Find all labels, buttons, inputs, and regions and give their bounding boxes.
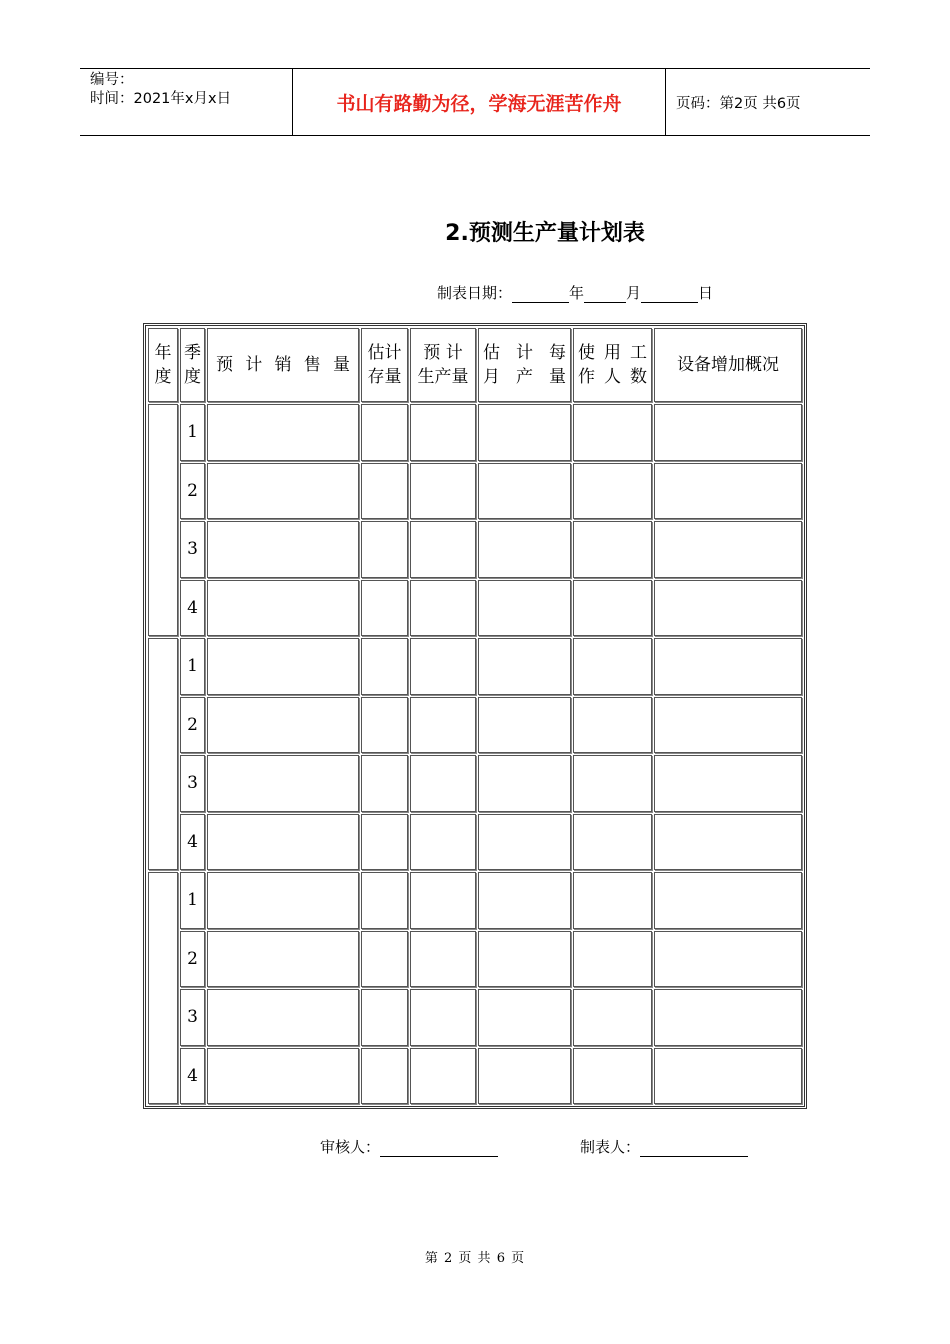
production-cell[interactable] [410,872,476,929]
workers-cell[interactable] [573,580,652,637]
header-production [410,328,476,402]
table-body [148,404,802,1104]
workers-cell[interactable] [573,697,652,754]
monthly-output-cell[interactable] [478,814,571,871]
production-cell[interactable] [410,638,476,695]
reviewer-blank[interactable] [380,1140,498,1157]
header-stock [361,328,408,402]
workers-cell[interactable] [573,521,652,578]
table-row [148,580,802,637]
header-quarter-line-1: 季 [184,343,201,363]
month-blank[interactable] [584,286,626,303]
monthly-output-cell[interactable] [478,521,571,578]
header-workers-line-1: 使 用 工 [578,343,647,363]
reviewer-label: 审核人： [320,1138,381,1156]
table-row [148,931,802,988]
production-cell[interactable] [410,814,476,871]
table-row [148,463,802,520]
table-row [148,697,802,754]
stock-cell[interactable] [361,931,408,988]
equipment-cell[interactable] [654,404,802,461]
year-cell[interactable] [148,638,178,870]
sales-cell[interactable] [207,755,359,812]
day-label: 日 [698,284,714,302]
sales-cell[interactable] [207,404,359,461]
table-row [148,1048,802,1105]
monthly-output-cell[interactable] [478,755,571,812]
equipment-cell[interactable] [654,521,802,578]
sales-cell[interactable] [207,580,359,637]
quarter-cell: 1 [180,404,205,461]
monthly-output-cell[interactable] [478,931,571,988]
monthly-output-cell[interactable] [478,1048,571,1105]
sales-cell[interactable] [207,989,359,1046]
stock-cell[interactable] [361,521,408,578]
production-cell[interactable] [410,580,476,637]
workers-cell[interactable] [573,1048,652,1105]
header-sales-label: 预 计 销 售 量 [216,355,350,375]
header-sales [207,328,359,402]
sales-cell[interactable] [207,1048,359,1105]
production-cell[interactable] [410,521,476,578]
stock-cell[interactable] [361,463,408,520]
production-cell[interactable] [410,755,476,812]
quarter-cell: 2 [180,463,205,520]
preparer-blank[interactable] [640,1140,748,1157]
monthly-output-cell[interactable] [478,463,571,520]
equipment-cell[interactable] [654,580,802,637]
header-year-line-1: 年 [154,343,172,363]
monthly-output-cell[interactable] [478,638,571,695]
sales-cell[interactable] [207,814,359,871]
monthly-output-cell[interactable] [478,697,571,754]
equipment-cell[interactable] [654,1048,802,1105]
header-monthly-line-1: 估 计 每 [483,343,566,363]
workers-cell[interactable] [573,638,652,695]
table-header-row [148,328,802,402]
sales-cell[interactable] [207,872,359,929]
equipment-cell[interactable] [654,638,802,695]
production-cell[interactable] [410,931,476,988]
header-year [148,328,178,402]
year-cell[interactable] [148,872,178,1104]
sales-cell[interactable] [207,931,359,988]
workers-cell[interactable] [573,404,652,461]
time-label: 时间：2021年x月x日 [90,91,232,107]
quarter-cell: 1 [180,872,205,929]
year-label: 年 [569,284,585,302]
production-cell[interactable] [410,463,476,520]
header-monthly [478,328,571,402]
quarter-cell: 2 [180,931,205,988]
quarter-cell: 3 [180,989,205,1046]
quarter-cell: 4 [180,1048,205,1105]
plan-table-frame [143,323,807,1109]
sales-cell[interactable] [207,638,359,695]
stock-cell[interactable] [361,697,408,754]
preparer-label: 制表人： [580,1138,641,1156]
date-prefix: 制表日期： [437,284,513,302]
header-year-line-2: 度 [154,367,172,387]
equipment-cell[interactable] [654,755,802,812]
header-motto: 书山有路勤为径，学海无涯苦作舟 [293,69,666,135]
table-row [148,989,802,1046]
header-quarter-line-2: 度 [184,367,201,387]
date-line [437,282,713,303]
quarter-cell: 3 [180,521,205,578]
equipment-cell[interactable] [654,931,802,988]
monthly-output-cell[interactable] [478,404,571,461]
quarter-cell: 2 [180,697,205,754]
production-cell[interactable] [410,404,476,461]
preparer-signature [580,1136,748,1157]
month-label: 月 [626,284,642,302]
table-row [148,638,802,695]
header-monthly-line-2: 月 产 量 [483,367,566,387]
header-equipment: 设备增加概况 [654,328,802,402]
reviewer-signature [320,1136,498,1157]
stock-cell[interactable] [361,989,408,1046]
table-row [148,404,802,461]
number-label: 编号： [90,72,134,88]
stock-cell[interactable] [361,755,408,812]
stock-cell[interactable] [361,872,408,929]
quarter-cell: 4 [180,580,205,637]
production-cell[interactable] [410,1048,476,1105]
header-stock-line-1: 估计 [367,343,402,363]
header-quarter [180,328,205,402]
quarter-cell: 1 [180,638,205,695]
workers-cell[interactable] [573,872,652,929]
workers-cell[interactable] [573,463,652,520]
stock-cell[interactable] [361,814,408,871]
equipment-cell[interactable] [654,697,802,754]
production-cell[interactable] [410,697,476,754]
workers-cell[interactable] [573,931,652,988]
monthly-output-cell[interactable] [478,872,571,929]
production-cell[interactable] [410,989,476,1046]
header-production-line-1: 预 计 [423,343,463,363]
document-title: 2.预测生产量计划表 [445,221,645,246]
equipment-cell[interactable] [654,872,802,929]
table-row [148,814,802,871]
equipment-cell[interactable] [654,463,802,520]
year-blank[interactable] [512,286,569,303]
monthly-output-cell[interactable] [478,580,571,637]
plan-table [146,326,804,1106]
page-header [80,68,870,136]
header-production-line-2: 生产量 [417,367,469,387]
header-workers [573,328,652,402]
workers-cell[interactable] [573,814,652,871]
workers-cell[interactable] [573,989,652,1046]
header-workers-line-2: 作 人 数 [578,367,647,387]
sales-cell[interactable] [207,521,359,578]
stock-cell[interactable] [361,580,408,637]
workers-cell[interactable] [573,755,652,812]
header-stock-line-2: 存量 [367,367,402,387]
sales-cell[interactable] [207,463,359,520]
stock-cell[interactable] [361,1048,408,1105]
stock-cell[interactable] [361,638,408,695]
sales-cell[interactable] [207,697,359,754]
year-cell[interactable] [148,404,178,636]
page-footer: 第 2 页 共 6 页 [424,1251,526,1266]
header-page-label: 页码：第2页 共6页 [676,95,801,112]
monthly-output-cell[interactable] [478,989,571,1046]
day-blank[interactable] [641,286,698,303]
table-row [148,521,802,578]
quarter-cell: 3 [180,755,205,812]
equipment-cell[interactable] [654,814,802,871]
table-row [148,755,802,812]
stock-cell[interactable] [361,404,408,461]
quarter-cell: 4 [180,814,205,871]
equipment-cell[interactable] [654,989,802,1046]
table-row [148,872,802,929]
header-meta [80,69,293,135]
